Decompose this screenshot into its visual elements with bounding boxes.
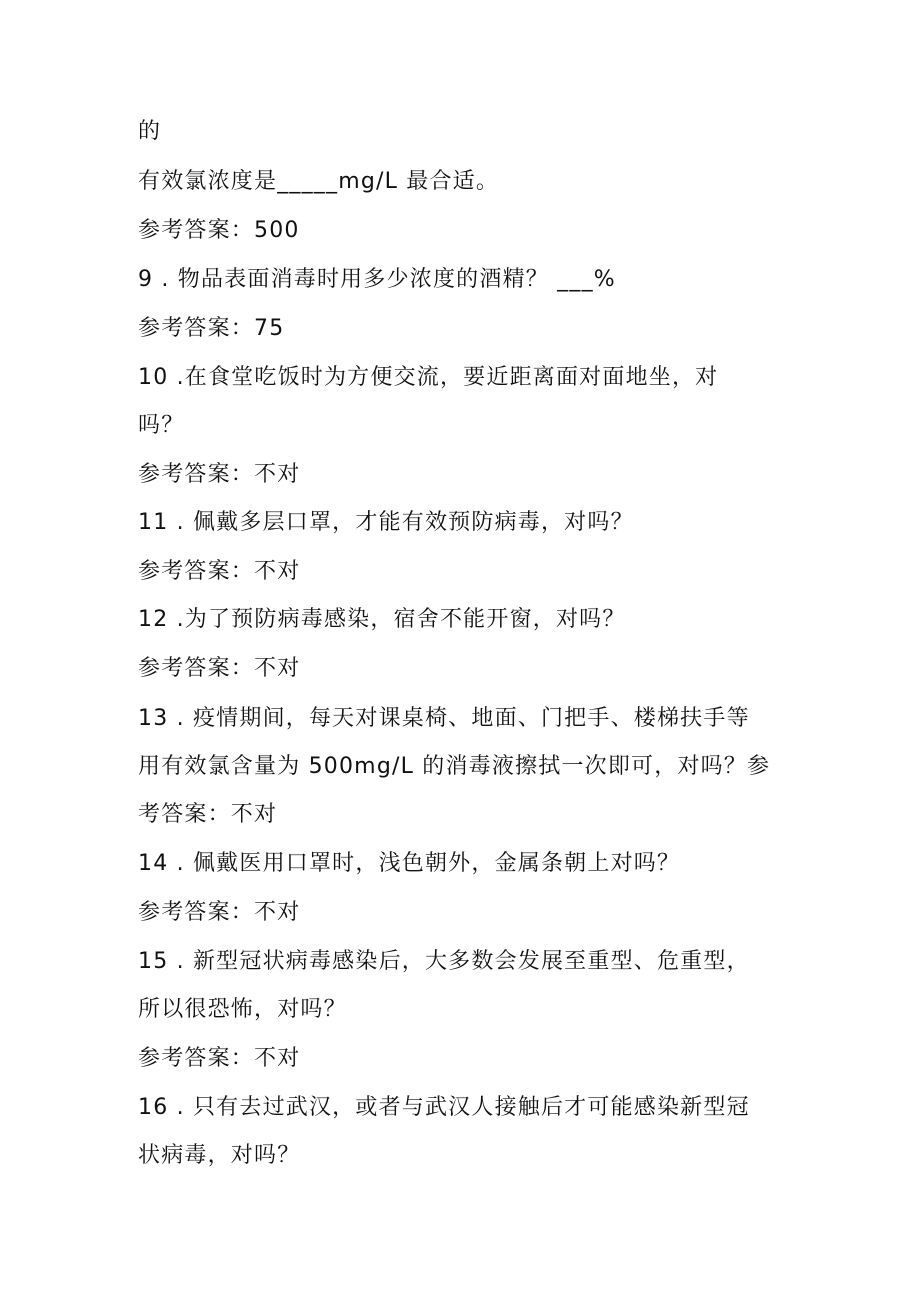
answer-line: 参考答案：不对 (138, 1046, 301, 1071)
text-line: 的 (138, 119, 162, 144)
question-line: 11 . 佩戴多层口罩，才能有效预防病毒，对吗？ (138, 510, 634, 535)
question-line: 9 . 物品表面消毒时用多少浓度的酒精？ ___% (138, 267, 616, 292)
question-line: 15 . 新型冠状病毒感染后，大多数会发展至重型、危重型， (138, 949, 750, 974)
answer-line: 参考答案：500 (138, 218, 300, 243)
question-line: 13 . 疫情期间，每天对课桌椅、地面、门把手、楼梯扶手等 (138, 706, 750, 731)
answer-line: 参考答案：不对 (138, 900, 301, 925)
question-line: 所以很恐怖，对吗？ (138, 997, 347, 1022)
question-line: 状病毒，对吗？ (138, 1143, 301, 1168)
question-line: 用有效氯含量为 500mg/L 的消毒液擦拭一次即可，对吗？参 (138, 754, 771, 779)
answer-line: 参考答案：不对 (138, 462, 301, 487)
question-line: 吗？ (138, 413, 185, 438)
answer-line: 考答案：不对 (138, 802, 278, 827)
question-line: 16 . 只有去过武汉，或者与武汉人接触后才可能感染新型冠 (138, 1095, 750, 1120)
answer-line: 参考答案：不对 (138, 656, 301, 681)
answer-line: 参考答案：不对 (138, 559, 301, 584)
question-line: 10 .在食堂吃饭时为方便交流，要近距离面对面地坐，对 (138, 365, 719, 390)
answer-line: 参考答案：75 (138, 316, 285, 341)
text-line: 有效氯浓度是_____mg/L 最合适。 (138, 169, 500, 194)
question-line: 14 . 佩戴医用口罩时，浅色朝外，金属条朝上对吗？ (138, 851, 681, 876)
question-line: 12 .为了预防病毒感染，宿舍不能开窗，对吗？ (138, 607, 626, 632)
